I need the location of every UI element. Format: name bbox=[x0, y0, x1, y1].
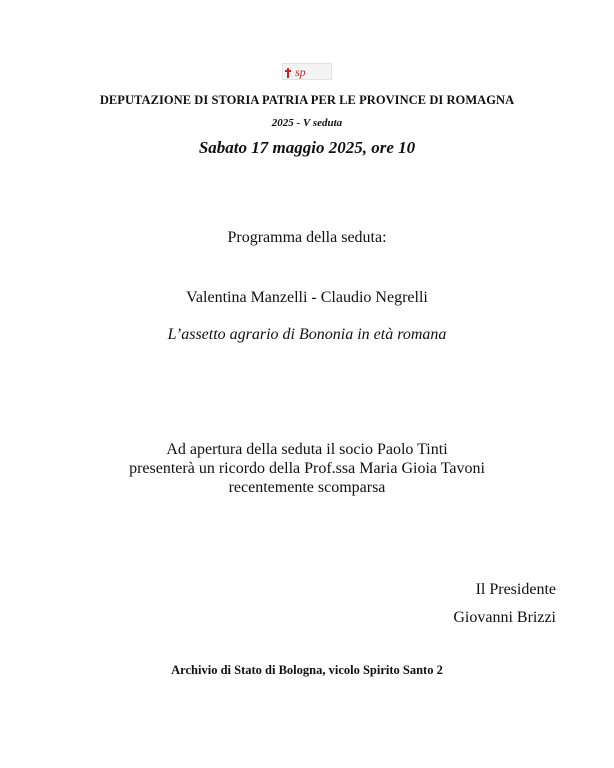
venue-address: Archivio di Stato di Bologna, vicolo Spirito Santo 2 bbox=[171, 663, 443, 677]
talk-title: L’assetto agrario di Bononia in età romana bbox=[167, 326, 447, 343]
program-heading: Programma della seduta: bbox=[227, 229, 387, 246]
president-role: Il Presidente bbox=[475, 581, 556, 598]
opening-note bbox=[0, 440, 614, 497]
society-logo-icon bbox=[283, 64, 333, 81]
opening-note-line: recentemente scomparsa bbox=[228, 479, 386, 496]
logo-text: sp bbox=[295, 65, 306, 79]
speakers: Valentina Manzelli - Claudio Negrelli bbox=[186, 289, 428, 306]
opening-note-line: presenterà un ricordo della Prof.ssa Maria Gioia Tavoni bbox=[129, 460, 485, 477]
opening-note-line: Ad apertura della seduta il socio Paolo Tinti bbox=[166, 441, 448, 458]
organization-title: DEPUTAZIONE DI STORIA PATRIA PER LE PROVINCE DI ROMAGNA bbox=[99, 93, 515, 107]
session-number: 2025 - V seduta bbox=[271, 117, 343, 129]
society-logo bbox=[282, 63, 332, 80]
logo-cross-vertical bbox=[287, 68, 289, 78]
session-date: Sabato 17 maggio 2025, ore 10 bbox=[198, 138, 416, 157]
logo-cross-horizontal bbox=[285, 70, 291, 72]
president-name: Giovanni Brizzi bbox=[453, 609, 556, 626]
